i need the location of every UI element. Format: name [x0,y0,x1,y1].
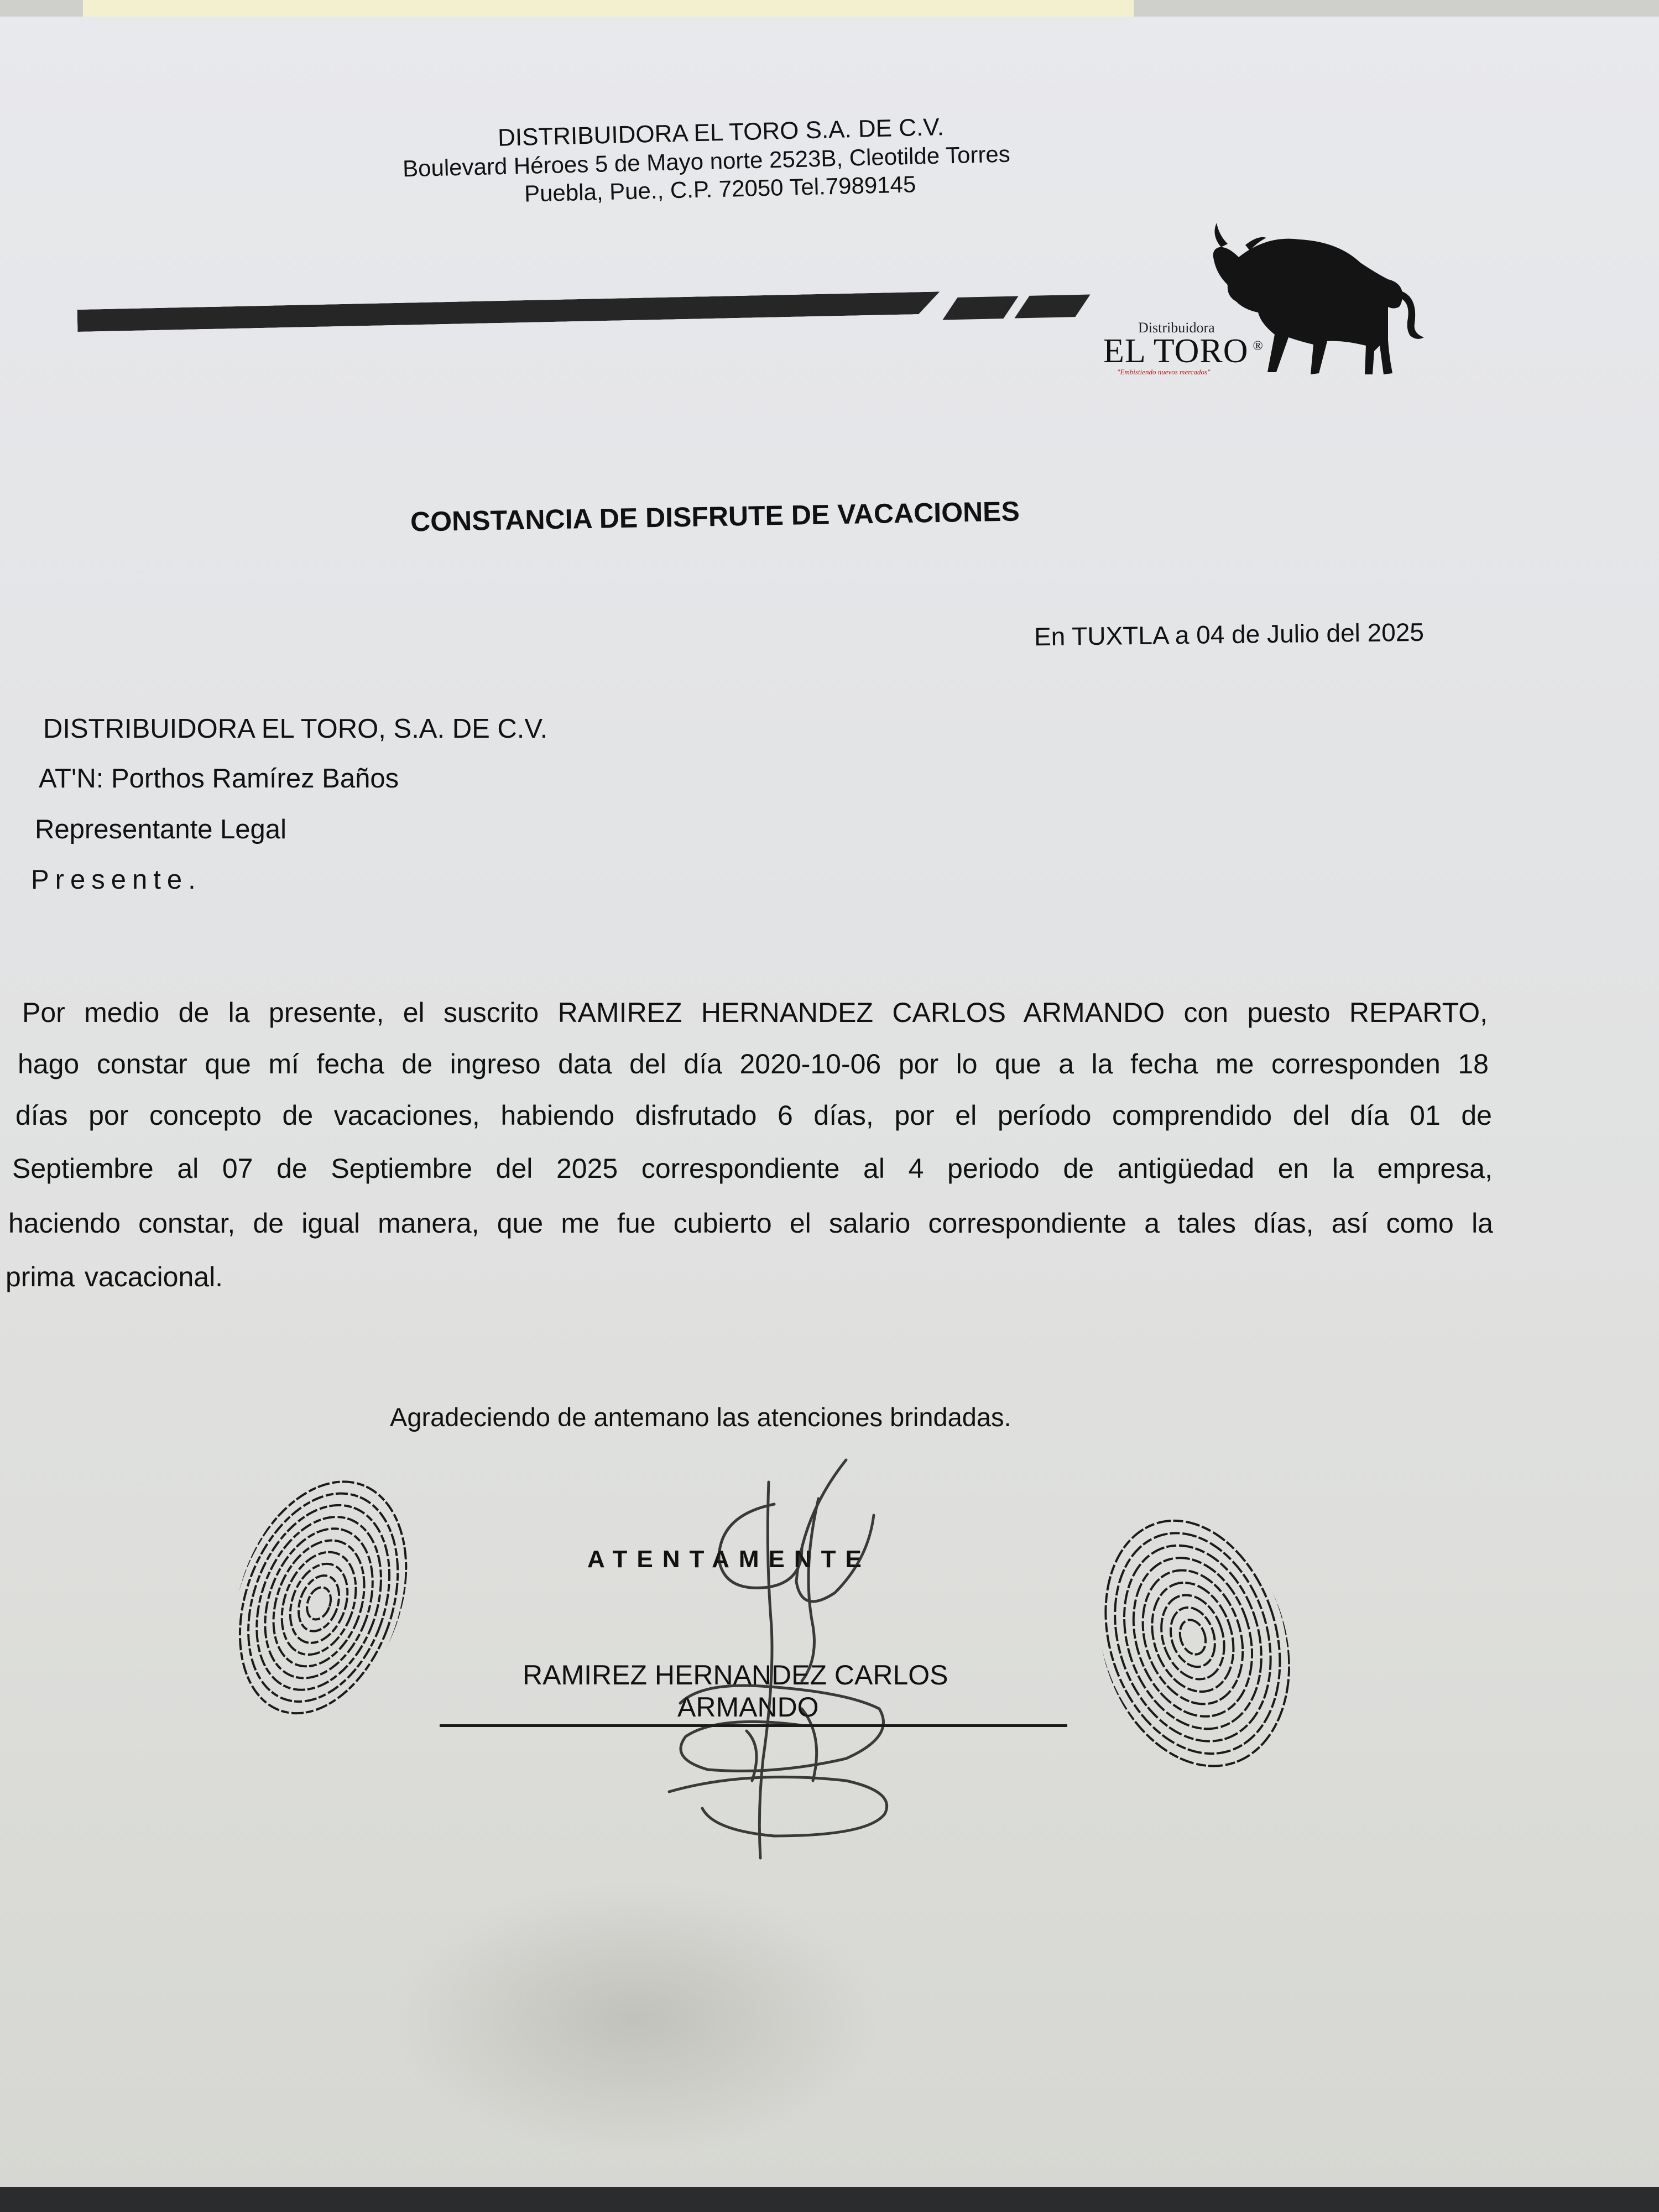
registered-mark: ® [1253,339,1264,354]
addressee-present: Presente. [31,865,202,895]
body-line: prima vacacional. [6,1261,223,1292]
letterhead-address: Boulevard Héroes 5 de Mayo norte 2523B, Cleotilde Torres [402,140,1011,182]
desk-edge [0,2187,1659,2212]
handwritten-signature [636,1449,968,1880]
body-line: Por medio de la presente, el suscrito RAMIREZ HERNANDEZ CARLOS ARMANDO con puesto REPARTO, [22,997,1488,1028]
signer-name-line1: RAMIREZ HERNANDEZ CARLOS [523,1660,948,1691]
logo-name [1103,332,1264,371]
closing-thanks: Agradeciendo de antemano las atenciones brindadas. [390,1402,1011,1432]
document-title: CONSTANCIA DE DISFRUTE DE VACACIONES [410,495,1020,538]
document-date: En TUXTLA a 04 de Julio del 2025 [1034,617,1425,651]
logo-distribuidora: Distribuidora [1138,320,1215,336]
letterhead-company: DISTRIBUIDORA EL TORO S.A. DE C.V. [497,113,945,152]
body-line: días por concepto de vacaciones, habiendo disfrutado 6 días, por el período comprendido del día 01 de [15,1100,1492,1131]
letterhead-city: Puebla, Pue., C.P. 72050 Tel.7989145 [524,171,916,207]
logo-name-text: EL TORO [1103,332,1249,370]
body-line: hago constar que mí fecha de ingreso data del día 2020-10-06 por lo que a la fecha me corresponden 18 [18,1048,1489,1079]
body-line: Septiembre al 07 de Septiembre del 2025 correspondiente al 4 periodo de antigüedad en la empresa, [12,1153,1493,1184]
addressee-role: Representante Legal [35,815,286,844]
addressee-attention: AT'N: Porthos Ramírez Baños [39,764,399,794]
logo-tagline: "Embistiendo nuevos mercados" [1117,368,1211,376]
paper-shadow [387,1880,885,2157]
closing-sign-off: ATENTAMENTE [587,1546,871,1573]
addressee-company: DISTRIBUIDORA EL TORO, S.A. DE C.V. [43,714,548,744]
signer-name-line2: ARMANDO [677,1692,819,1723]
body-line: haciendo constar, de igual manera, que me fue cubierto el salario correspondiente a tales días, así como la [8,1208,1493,1239]
